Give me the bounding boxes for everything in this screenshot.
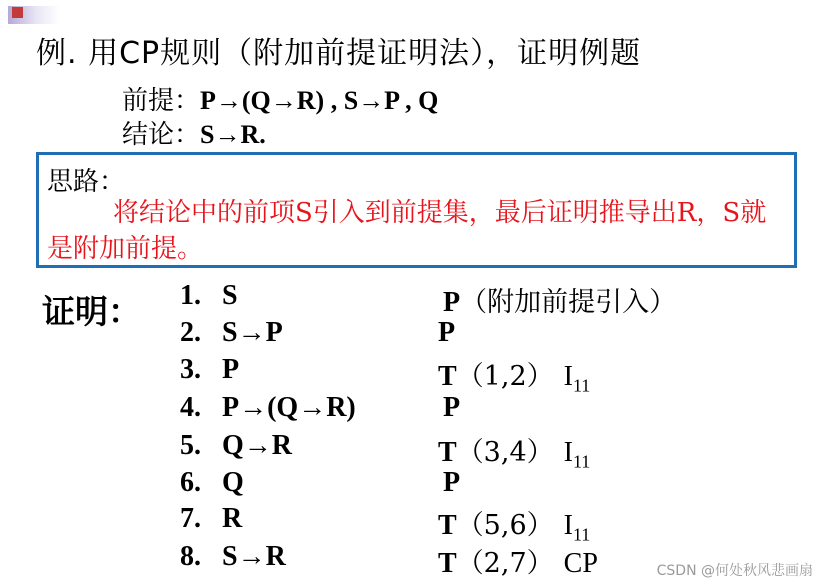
reason-type: T — [438, 510, 457, 541]
step-number: 6. — [180, 467, 201, 498]
rule-subscript: 11 — [572, 375, 591, 396]
step-number: 4. — [180, 392, 201, 423]
thought-box — [36, 152, 797, 268]
step-formula: P→(Q→R) — [222, 392, 356, 423]
step-formula: P — [222, 354, 240, 385]
reason-reference: （3,4） — [456, 437, 554, 468]
step-reason-4 — [443, 392, 460, 424]
reason-type: P — [443, 467, 461, 498]
step-formula: R — [222, 503, 243, 534]
reason-reference: （5,6） — [456, 510, 554, 541]
step-formula: S→P — [222, 317, 283, 348]
premise-line — [122, 80, 438, 117]
step-reason-6 — [443, 467, 460, 499]
step-number: 2. — [180, 317, 201, 348]
premise-label: 前提： — [122, 86, 201, 116]
step-number: 3. — [180, 354, 201, 385]
step-number: 5. — [180, 430, 201, 461]
thought-text: 将结论中的前项S引入到前提集，最后证明推导出R，S就是附加前提。 — [47, 198, 767, 264]
rule-subscript: 11 — [572, 451, 591, 472]
reason-type: T — [438, 437, 457, 468]
step-reason-7 — [438, 503, 590, 546]
rule-name: I — [563, 361, 573, 392]
inference-rule — [563, 361, 591, 396]
thought-title: 思路： — [47, 167, 126, 197]
reason-reference: （2,7） — [456, 548, 554, 579]
rule-name: CP — [563, 548, 598, 579]
step-reason-8 — [438, 541, 598, 580]
reason-type: P — [443, 287, 461, 318]
step-reason-5 — [438, 430, 590, 473]
step-formula: S — [222, 280, 238, 311]
reason-type: T — [438, 361, 457, 392]
step-number: 1. — [180, 280, 201, 311]
premise-value: P→(Q→R) , S→P , Q — [200, 86, 439, 115]
conclusion-value: S→R. — [200, 120, 266, 149]
rule-name: I — [563, 437, 573, 468]
slide-title: 例. 用CP规则（附加前提证明法），证明例题 — [36, 36, 642, 71]
step-reason-2 — [438, 317, 455, 349]
step-formula: Q→R — [222, 430, 292, 461]
reason-type: P — [443, 392, 461, 423]
conclusion-line — [122, 114, 266, 151]
watermark: CSDN @何处秋风悲画扇 — [656, 563, 813, 579]
step-reason-3 — [438, 354, 590, 397]
reason-type: P — [438, 317, 456, 348]
reason-reference: （附加前提引入） — [460, 287, 677, 318]
step-formula: Q — [222, 467, 244, 498]
step-number: 8. — [180, 541, 201, 572]
rule-subscript: 11 — [572, 524, 591, 545]
conclusion-label: 结论： — [122, 120, 201, 150]
step-formula: S→R — [222, 541, 286, 572]
reason-type: T — [438, 548, 457, 579]
step-number: 7. — [180, 503, 201, 534]
inference-rule — [563, 437, 591, 472]
inference-rule — [564, 548, 598, 579]
reason-reference: （1,2） — [456, 361, 554, 392]
slide-bullet-decoration — [8, 6, 60, 24]
rule-name: I — [563, 510, 573, 541]
proof-label: 证明： — [42, 292, 141, 331]
step-reason-1 — [443, 280, 676, 319]
inference-rule — [563, 510, 591, 545]
